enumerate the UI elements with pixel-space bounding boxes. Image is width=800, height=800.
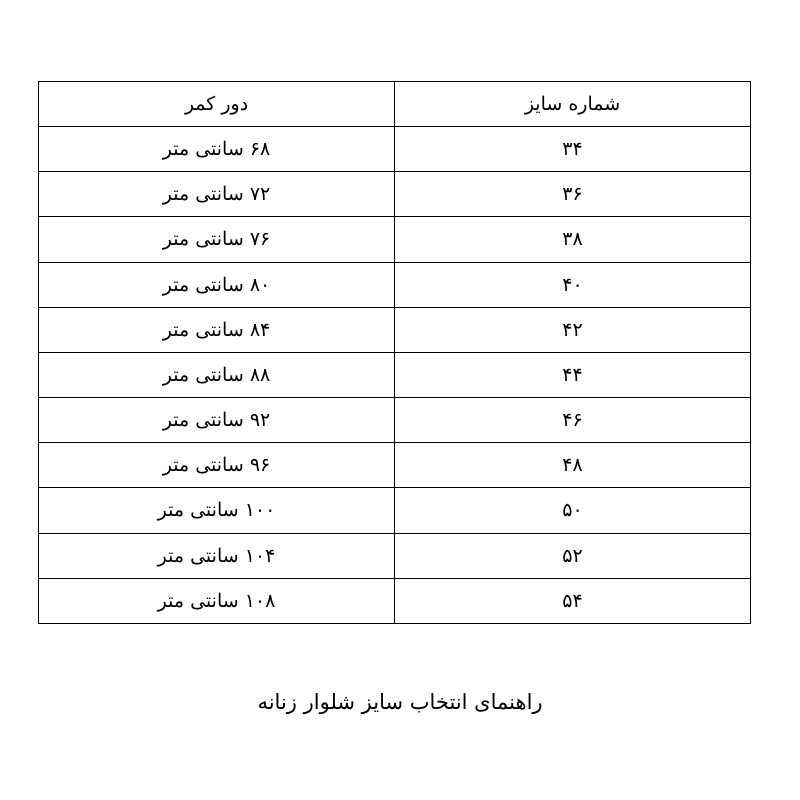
table-row	[39, 127, 751, 172]
size-number-cell: ۵۰	[395, 488, 751, 533]
waist-cell: ۸۰ سانتی متر	[39, 262, 395, 307]
size-number-cell: ۴۸	[395, 443, 751, 488]
table-row	[39, 262, 751, 307]
table-header-row	[39, 82, 751, 127]
waist-cell: ۸۴ سانتی متر	[39, 307, 395, 352]
table-row	[39, 488, 751, 533]
table-row	[39, 172, 751, 217]
table-row	[39, 352, 751, 397]
table-caption: راهنمای انتخاب سایز شلوار زنانه	[257, 690, 543, 714]
waist-cell: ۱۰۸ سانتی متر	[39, 578, 395, 623]
waist-cell: ۷۲ سانتی متر	[39, 172, 395, 217]
waist-cell: ۶۸ سانتی متر	[39, 127, 395, 172]
waist-cell: ۱۰۰ سانتی متر	[39, 488, 395, 533]
size-number-cell: ۴۴	[395, 352, 751, 397]
size-number-cell: ۳۴	[395, 127, 751, 172]
waist-cell: ۹۶ سانتی متر	[39, 443, 395, 488]
size-number-cell: ۳۶	[395, 172, 751, 217]
size-number-cell: ۴۲	[395, 307, 751, 352]
table-row	[39, 398, 751, 443]
size-guide-table	[38, 81, 751, 624]
size-number-cell: ۵۴	[395, 578, 751, 623]
waist-cell: ۱۰۴ سانتی متر	[39, 533, 395, 578]
table-row	[39, 443, 751, 488]
size-number-cell: ۴۰	[395, 262, 751, 307]
size-number-cell: ۴۶	[395, 398, 751, 443]
table-row	[39, 307, 751, 352]
table-row	[39, 217, 751, 262]
size-number-cell: ۵۲	[395, 533, 751, 578]
size-number-header: شماره سایز	[395, 82, 751, 127]
table-row	[39, 533, 751, 578]
waist-cell: ۷۶ سانتی متر	[39, 217, 395, 262]
size-number-cell: ۳۸	[395, 217, 751, 262]
waist-cell: ۸۸ سانتی متر	[39, 352, 395, 397]
table-row	[39, 578, 751, 623]
waist-cell: ۹۲ سانتی متر	[39, 398, 395, 443]
waist-header: دور کمر	[39, 82, 395, 127]
